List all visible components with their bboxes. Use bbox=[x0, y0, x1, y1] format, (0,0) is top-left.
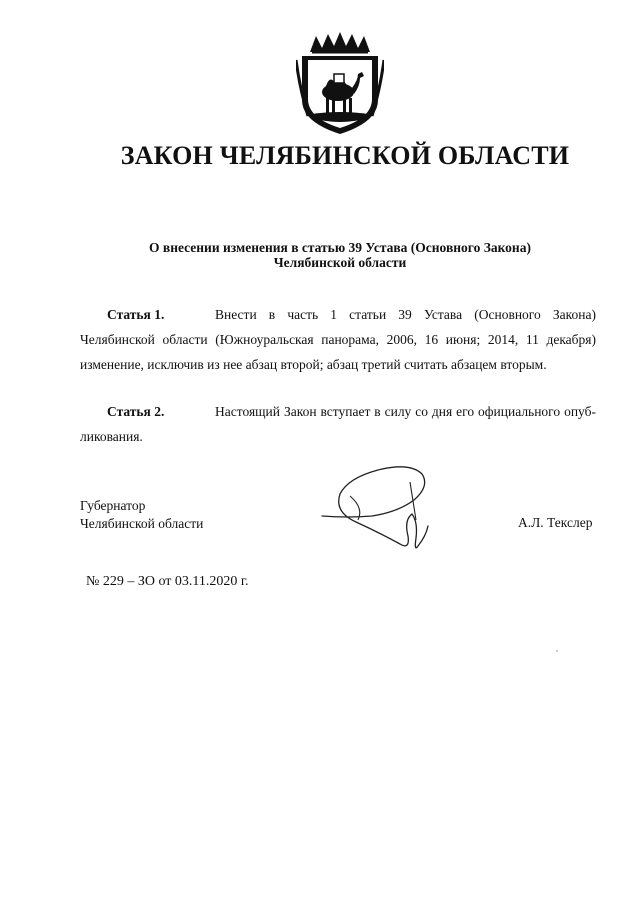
signer-name: А.Л. Текслер bbox=[518, 515, 593, 530]
signer-position-line: Губернатор bbox=[80, 498, 146, 513]
signer-position bbox=[80, 497, 203, 533]
subtitle-line: Челябинской области bbox=[273, 255, 407, 270]
document-subtitle bbox=[0, 240, 640, 270]
scan-speck bbox=[556, 650, 558, 652]
law-number: № 229 – ЗО от 03.11.2020 г. bbox=[86, 574, 249, 589]
signature-icon bbox=[318, 460, 438, 556]
article-text: Настоящий Закон вступает в силу со дня его официального опубликования. bbox=[80, 404, 596, 444]
signer-position-line: Челябинской области bbox=[80, 516, 204, 531]
article-text: Внести в часть 1 статьи 39 Устава (Основного Закона) Челябинской области (Южноуральская панорама, 2006, 16 июня; 2014, 11 декабря) изменение, исключив из нее абзац второй; абзац третий считать абзацем вторым. bbox=[80, 307, 596, 372]
article-label: Статья 1. bbox=[107, 307, 165, 322]
document-title: ЗАКОН ЧЕЛЯБИНСКОЙ ОБЛАСТИ bbox=[120, 141, 570, 170]
subtitle-line: О внесении изменения в статью 39 Устава (Основного Закона) bbox=[149, 240, 531, 255]
article-1 bbox=[80, 302, 596, 377]
coat-of-arms-icon bbox=[296, 30, 384, 138]
article-2 bbox=[80, 399, 596, 449]
article-label: Статья 2. bbox=[107, 404, 165, 419]
